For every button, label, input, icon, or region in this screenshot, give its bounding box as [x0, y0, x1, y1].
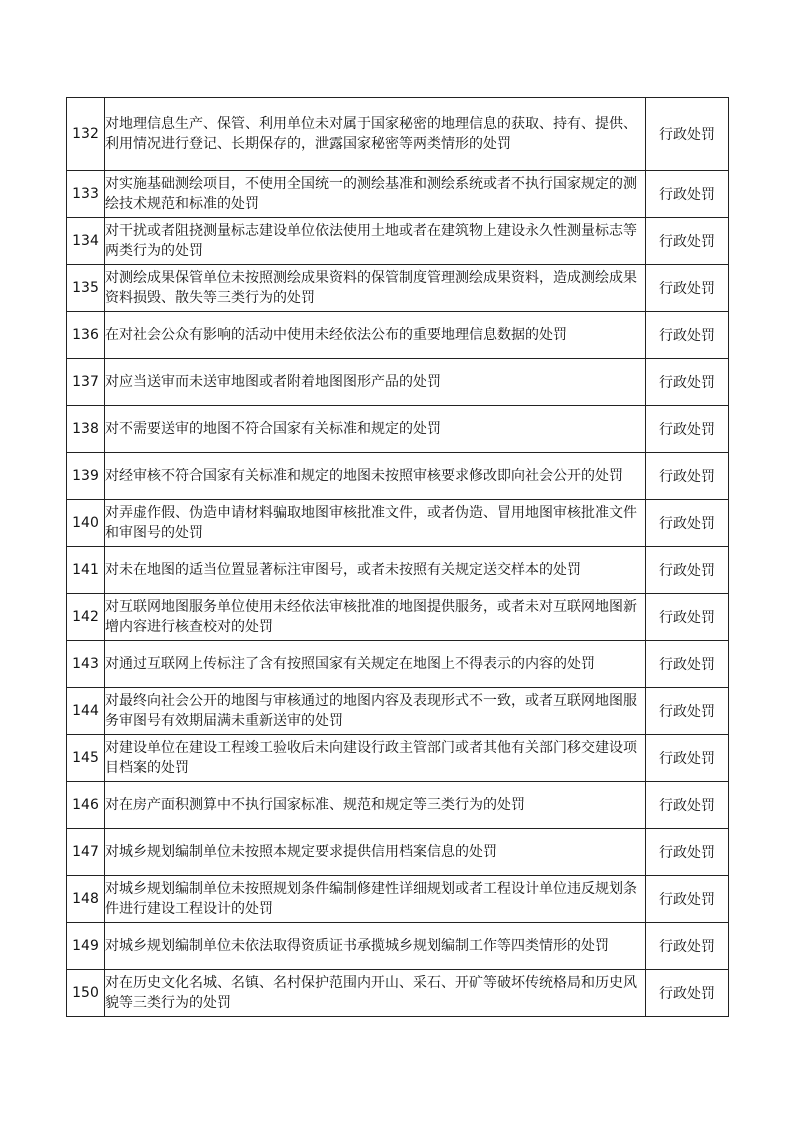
penalty-type: 行政处罚	[646, 970, 729, 1017]
table-row	[67, 171, 729, 218]
penalty-type: 行政处罚	[646, 829, 729, 876]
row-number: 146	[67, 782, 105, 829]
row-number: 134	[67, 218, 105, 265]
table-row	[67, 923, 729, 970]
penalty-table	[66, 97, 729, 1017]
row-number: 148	[67, 876, 105, 923]
row-number: 140	[67, 500, 105, 547]
row-number: 149	[67, 923, 105, 970]
table-body	[67, 98, 729, 1017]
penalty-type: 行政处罚	[646, 594, 729, 641]
table-row	[67, 500, 729, 547]
row-number: 132	[67, 98, 105, 171]
penalty-description: 对城乡规划编制单位未按照本规定要求提供信用档案信息的处罚	[105, 829, 646, 876]
penalty-description: 对不需要送审的地图不符合国家有关标准和规定的处罚	[105, 406, 646, 453]
penalty-type: 行政处罚	[646, 688, 729, 735]
penalty-description: 对在房产面积测算中不执行国家标准、规范和规定等三类行为的处罚	[105, 782, 646, 829]
row-number: 139	[67, 453, 105, 500]
table-row	[67, 98, 729, 171]
row-number: 141	[67, 547, 105, 594]
penalty-type: 行政处罚	[646, 641, 729, 688]
penalty-type: 行政处罚	[646, 453, 729, 500]
row-number: 147	[67, 829, 105, 876]
penalty-description: 在对社会公众有影响的活动中使用未经依法公布的重要地理信息数据的处罚	[105, 312, 646, 359]
penalty-description: 对通过互联网上传标注了含有按照国家有关规定在地图上不得表示的内容的处罚	[105, 641, 646, 688]
penalty-type: 行政处罚	[646, 359, 729, 406]
penalty-description: 对互联网地图服务单位使用未经依法审核批准的地图提供服务，或者未对互联网地图新增内容进行核查校对的处罚	[105, 594, 646, 641]
row-number: 137	[67, 359, 105, 406]
row-number: 142	[67, 594, 105, 641]
penalty-description: 对建设单位在建设工程竣工验收后未向建设行政主管部门或者其他有关部门移交建设项目档案的处罚	[105, 735, 646, 782]
table-row	[67, 406, 729, 453]
table-row	[67, 547, 729, 594]
penalty-type: 行政处罚	[646, 265, 729, 312]
penalty-description: 对干扰或者阻挠测量标志建设单位依法使用土地或者在建筑物上建设永久性测量标志等两类行为的处罚	[105, 218, 646, 265]
penalty-description: 对实施基础测绘项目，不使用全国统一的测绘基准和测绘系统或者不执行国家规定的测绘技术规范和标准的处罚	[105, 171, 646, 218]
row-number: 136	[67, 312, 105, 359]
penalty-description: 对测绘成果保管单位未按照测绘成果资料的保管制度管理测绘成果资料，造成测绘成果资料损毁、散失等三类行为的处罚	[105, 265, 646, 312]
penalty-type: 行政处罚	[646, 98, 729, 171]
table-row	[67, 359, 729, 406]
penalty-type: 行政处罚	[646, 171, 729, 218]
table-row	[67, 782, 729, 829]
row-number: 145	[67, 735, 105, 782]
table-row	[67, 970, 729, 1017]
penalty-description: 对未在地图的适当位置显著标注审图号，或者未按照有关规定送交样本的处罚	[105, 547, 646, 594]
penalty-type: 行政处罚	[646, 735, 729, 782]
penalty-description: 对在历史文化名城、名镇、名村保护范围内开山、采石、开矿等破坏传统格局和历史风貌等三类行为的处罚	[105, 970, 646, 1017]
table-row	[67, 594, 729, 641]
table-row	[67, 312, 729, 359]
penalty-description: 对应当送审而未送审地图或者附着地图图形产品的处罚	[105, 359, 646, 406]
penalty-type: 行政处罚	[646, 500, 729, 547]
table-row	[67, 829, 729, 876]
row-number: 133	[67, 171, 105, 218]
penalty-description: 对地理信息生产、保管、利用单位未对属于国家秘密的地理信息的获取、持有、提供、利用情况进行登记、长期保存的，泄露国家秘密等两类情形的处罚	[105, 98, 646, 171]
penalty-description: 对城乡规划编制单位未按照规划条件编制修建性详细规划或者工程设计单位违反规划条件进行建设工程设计的处罚	[105, 876, 646, 923]
penalty-type: 行政处罚	[646, 876, 729, 923]
table-row	[67, 453, 729, 500]
table-row	[67, 688, 729, 735]
penalty-description: 对最终向社会公开的地图与审核通过的地图内容及表现形式不一致，或者互联网地图服务审图号有效期届满未重新送审的处罚	[105, 688, 646, 735]
penalty-type: 行政处罚	[646, 406, 729, 453]
row-number: 138	[67, 406, 105, 453]
table-row	[67, 735, 729, 782]
row-number: 150	[67, 970, 105, 1017]
penalty-type: 行政处罚	[646, 218, 729, 265]
penalty-type: 行政处罚	[646, 923, 729, 970]
penalty-description: 对经审核不符合国家有关标准和规定的地图未按照审核要求修改即向社会公开的处罚	[105, 453, 646, 500]
table-row	[67, 265, 729, 312]
penalty-description: 对弄虚作假、伪造申请材料骗取地图审核批准文件，或者伪造、冒用地图审核批准文件和审图号的处罚	[105, 500, 646, 547]
row-number: 135	[67, 265, 105, 312]
table-row	[67, 218, 729, 265]
table-row	[67, 876, 729, 923]
penalty-type: 行政处罚	[646, 312, 729, 359]
table-row	[67, 641, 729, 688]
row-number: 144	[67, 688, 105, 735]
penalty-type: 行政处罚	[646, 547, 729, 594]
penalty-type: 行政处罚	[646, 782, 729, 829]
penalty-description: 对城乡规划编制单位未依法取得资质证书承揽城乡规划编制工作等四类情形的处罚	[105, 923, 646, 970]
row-number: 143	[67, 641, 105, 688]
